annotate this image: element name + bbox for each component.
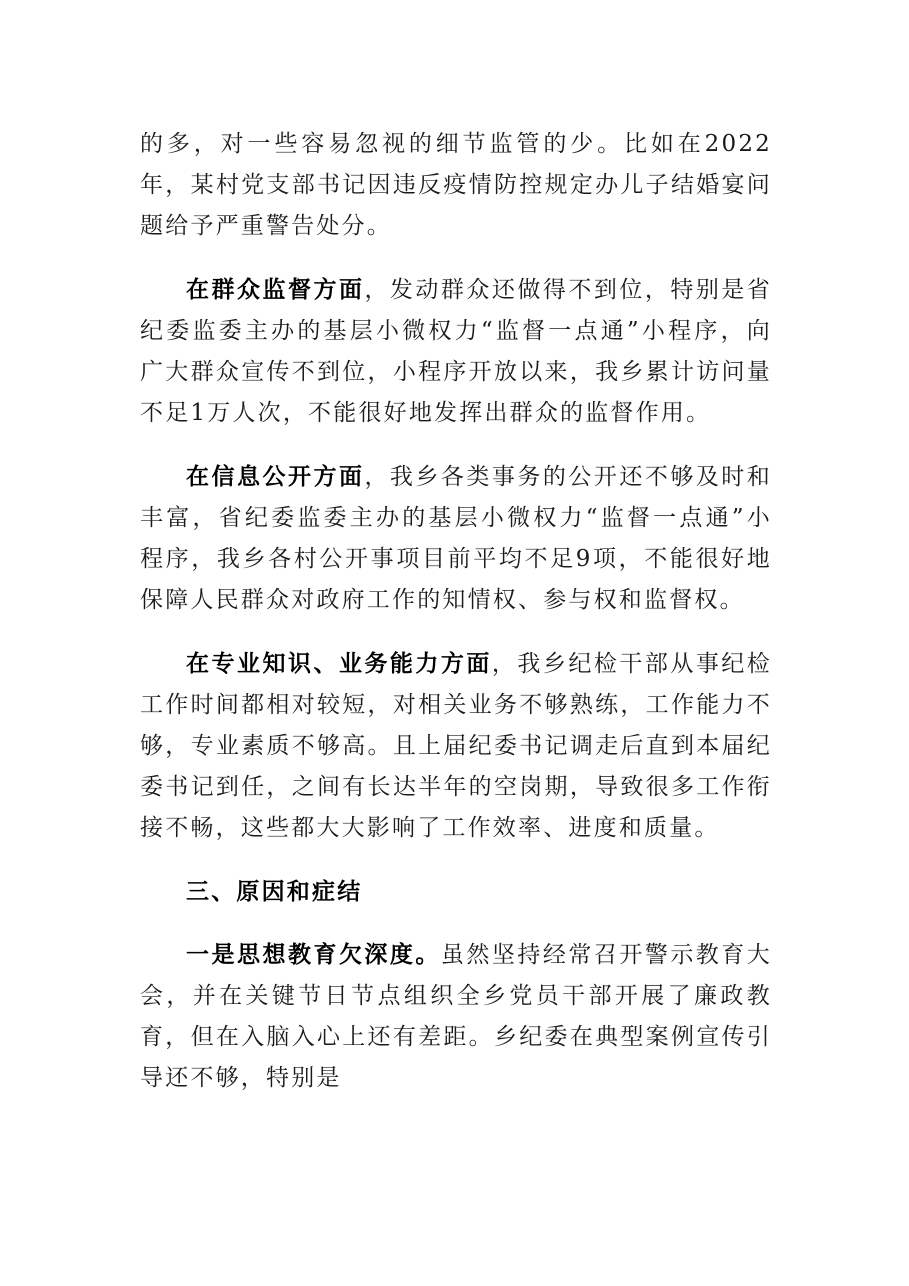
paragraph-lead: 一是思想教育欠深度。 bbox=[186, 941, 441, 968]
paragraph-lead: 在群众监督方面 bbox=[186, 276, 365, 303]
paragraph-professional-ability bbox=[140, 643, 772, 849]
paragraph-lead: 在专业知识、业务能力方面 bbox=[186, 650, 492, 677]
paragraph-ideological-education bbox=[140, 934, 772, 1099]
section-heading: 三、原因和症结 bbox=[186, 878, 363, 905]
paragraph-lead: 在信息公开方面 bbox=[186, 463, 365, 490]
paragraph-public-supervision bbox=[140, 269, 772, 434]
paragraph-text: ，我乡各类事务的公开还不够及时和丰富，省纪委监委主办的基层小微权力“监督一点通”小程序，我乡各村公开事项目前平均不足9项，不能很好地保障人民群众对政府工作的知情权、参与权和监督权。 bbox=[140, 464, 772, 613]
paragraph-text: 虽然坚持经常召开警示教育大会，并在关键节日节点组织全乡党员干部开展了廉政教育，但在入脑入心上还有差距。乡纪委在典型案例宣传引导还不够，特别是 bbox=[140, 942, 772, 1091]
paragraph-text: 的多，对一些容易忽视的细节监管的少。比如在2022年，某村党支部书记因违反疫情防控规定办儿子结婚宴问题给予严重警告处分。 bbox=[140, 131, 772, 239]
paragraph-continuation bbox=[140, 124, 772, 247]
paragraph-information-disclosure bbox=[140, 456, 772, 621]
document-body bbox=[140, 124, 772, 1121]
paragraph-text: ，我乡纪检干部从事纪检工作时间都相对较短，对相关业务不够熟练，工作能力不够，专业素质不够高。且上届纪委书记调走后直到本届纪委书记到任，之间有长达半年的空岗期，导致很多工作衔接不畅，这些都大大影响了工作效率、进度和质量。 bbox=[140, 651, 772, 841]
paragraph-text: ，发动群众还做得不到位，特别是省纪委监委主办的基层小微权力“监督一点通”小程序，向广大群众宣传不到位，小程序开放以来，我乡累计访问量不足1万人次，不能很好地发挥出群众的监督作用。 bbox=[140, 277, 772, 426]
